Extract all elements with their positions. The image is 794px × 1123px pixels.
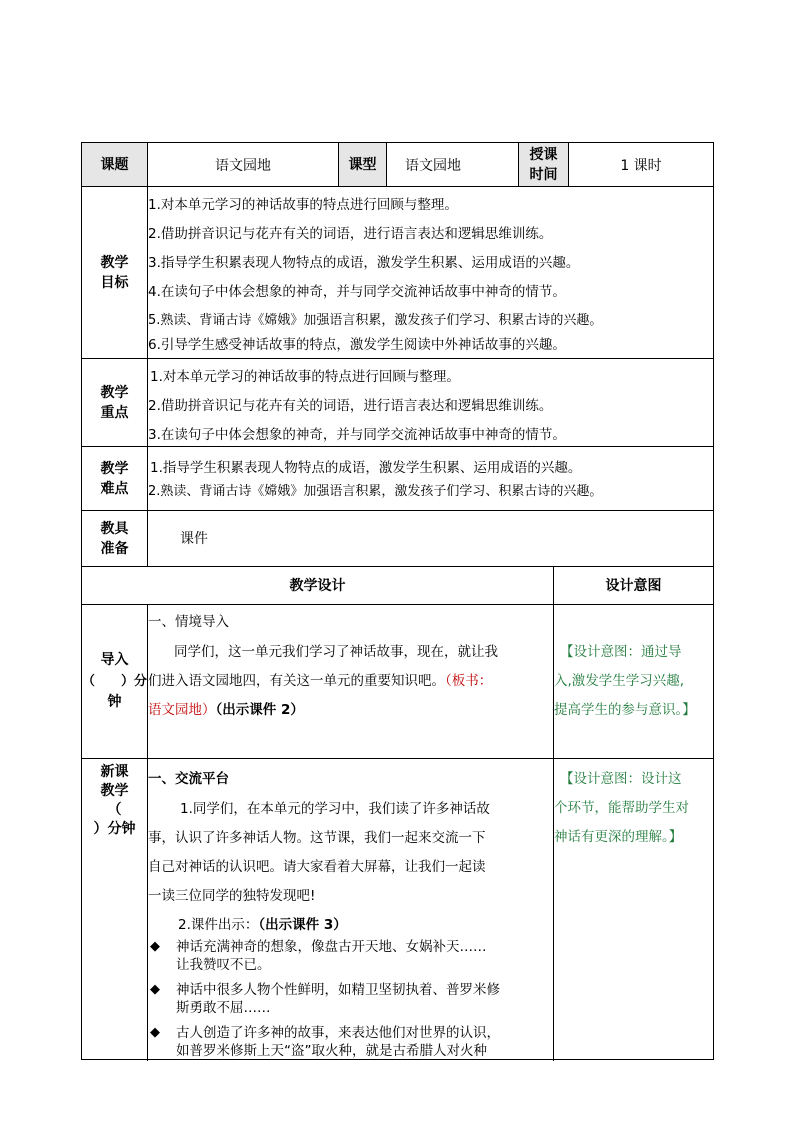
type-value: 语文园地: [386, 143, 518, 186]
new-lesson-label-line1: 新课: [100, 764, 129, 780]
tools-label-line1: 教具: [100, 520, 129, 537]
goal-item: 6.引导学生感受神话故事的特点，激发学生阅读中外神话故事的兴趣。: [148, 337, 566, 353]
difficulties-label: [82, 446, 147, 510]
key-point-item: 3.在读句子中体会想象的神奇，并与同学交流神话故事中神奇的情节。: [148, 427, 566, 443]
new-lesson-label-line4: ）分钟: [93, 821, 136, 837]
tools-label: [82, 510, 147, 566]
new-lesson-label-line3: （: [107, 802, 122, 818]
goal-item: 2.借助拼音识记与花卉有关的词语，进行语言表达和逻辑思维训练。: [148, 226, 553, 242]
col-intent: 设计意图: [553, 566, 713, 604]
intro-label-line3: 钟: [107, 694, 122, 710]
key-point-item: 1.对本单元学习的神话故事的特点进行回顾与整理。: [150, 369, 460, 385]
new-lesson-paragraph-line: 自己对神话的认识吧。请大家看着大屏幕，让我们一起读: [148, 859, 486, 875]
new-lesson-intent-line: 神话有更深的理解。】: [554, 829, 683, 845]
bullet-diamond-icon: ◆: [150, 982, 160, 997]
intro-board-note-end: 语文园地）: [148, 702, 216, 718]
difficulty-item: 2.熟读、背诵古诗《嫦娥》加强语言积累，激发孩子们学习、积累古诗的兴趣。: [148, 484, 603, 499]
time-label-line2: 时间: [529, 166, 558, 183]
intro-intent: [553, 604, 713, 758]
bullet-line: 如普罗米修斯上天“盗”取火种，就是古希腊人对火种: [176, 1043, 487, 1059]
key-points-label-line1: 教学: [100, 384, 129, 401]
new-lesson-intent-line: 个环节，能帮助学生对: [554, 800, 689, 816]
intro-content: [147, 604, 553, 758]
goals-content: [147, 186, 713, 358]
bullet-line: 古人创造了许多神的故事，来表达他们对世界的认识，: [176, 1025, 500, 1041]
goal-item: 1.对本单元学习的神话故事的特点进行回顾与整理。: [148, 197, 458, 213]
topic-label: 课题: [82, 143, 147, 186]
key-points-label-line2: 重点: [100, 404, 129, 421]
intro-label-line2: （ ）分: [82, 674, 148, 689]
difficulties-content: [147, 446, 713, 510]
new-lesson-intent: [553, 758, 713, 1061]
topic-value: 语文园地: [147, 143, 338, 186]
difficulties-label-line1: 教学: [100, 460, 129, 477]
difficulties-label-line2: 难点: [100, 480, 129, 497]
new-lesson-paragraph-line: 事，认识了许多神话人物。这节课，我们一起来交流一下: [148, 830, 486, 846]
intro-line2-text: 们进入语文园地四，有关这一单元的重要知识吧。: [148, 673, 445, 689]
goals-label-line2: 目标: [100, 274, 129, 291]
new-lesson-content: [147, 758, 553, 1061]
goal-item: 3.指导学生积累表现人物特点的成语，激发学生积累、运用成语的兴趣。: [148, 255, 580, 271]
key-points-label: [82, 358, 147, 446]
goal-item: 5.熟读、背诵古诗《嫦娥》加强语言积累，激发孩子们学习、积累古诗的兴趣。: [148, 313, 603, 328]
intro-slide-ref: （出示课件 2）: [215, 702, 304, 718]
key-points-content: [147, 358, 713, 446]
bullet-line: 神话充满神奇的想象，像盘古开天地、女娲补天……: [176, 939, 487, 955]
slide-ref: （出示课件 3）: [258, 917, 347, 933]
intro-label: [82, 604, 147, 758]
intro-line: [148, 701, 304, 719]
intro-line: [148, 672, 492, 690]
new-lesson-label: [82, 758, 147, 1061]
slide-display-line: [178, 916, 347, 934]
goal-item: 4.在读句子中体会想象的神奇，并与同学交流神话故事中神奇的情节。: [148, 284, 566, 300]
bullet-diamond-icon: ◆: [150, 1025, 160, 1040]
col-design: 教学设计: [82, 566, 553, 604]
tools-content: [147, 510, 713, 566]
intro-label-line1: 导入: [100, 652, 129, 668]
key-point-item: 2.借助拼音识记与花卉有关的词语，进行语言表达和逻辑思维训练。: [148, 398, 553, 414]
tools-label-line2: 准备: [100, 540, 129, 557]
intro-line: 同学们，这一单元我们学习了神话故事，现在，就让我: [174, 644, 498, 660]
slide-display-text: 2.课件出示：: [178, 917, 259, 933]
difficulty-item: 1.指导学生积累表现人物特点的成语，激发学生积累、运用成语的兴趣。: [150, 460, 582, 476]
time-label-line1: 授课: [529, 146, 558, 163]
new-lesson-paragraph-line: 1.同学们，在本单元的学习中，我们读了许多神话故: [180, 801, 490, 817]
type-label: 课型: [338, 143, 386, 186]
time-label: [518, 143, 568, 186]
intro-intent-line: 【设计意图：通过导: [560, 644, 682, 660]
time-value: 1 课时: [568, 143, 713, 186]
intro-heading: 一、情境导入: [148, 614, 229, 630]
intro-intent-line: 提高学生的参与意识。】: [554, 702, 696, 718]
bullet-line: 让我赞叹不已。: [176, 957, 271, 973]
intro-intent-line: 入,激发学生学习兴趣,: [554, 673, 685, 689]
tools-value: 课件: [180, 531, 208, 547]
bullet-line: 斯勇敢不屈……: [176, 1000, 271, 1016]
bullet-diamond-icon: ◆: [150, 939, 160, 954]
new-lesson-intent-line: 【设计意图：设计这: [560, 771, 682, 787]
intro-board-note: （板书：: [445, 673, 493, 689]
goals-label-line1: 教学: [100, 254, 129, 271]
bullet-line: 神话中很多人物个性鲜明，如精卫坚韧执着、普罗米修: [176, 982, 500, 998]
new-lesson-label-line2: 教学: [100, 783, 129, 799]
new-lesson-paragraph-line: 一读三位同学的独特发现吧!: [148, 888, 316, 904]
goals-label: [82, 186, 147, 358]
new-lesson-heading: 一、交流平台: [148, 771, 229, 787]
lesson-plan-table: [81, 142, 714, 1060]
